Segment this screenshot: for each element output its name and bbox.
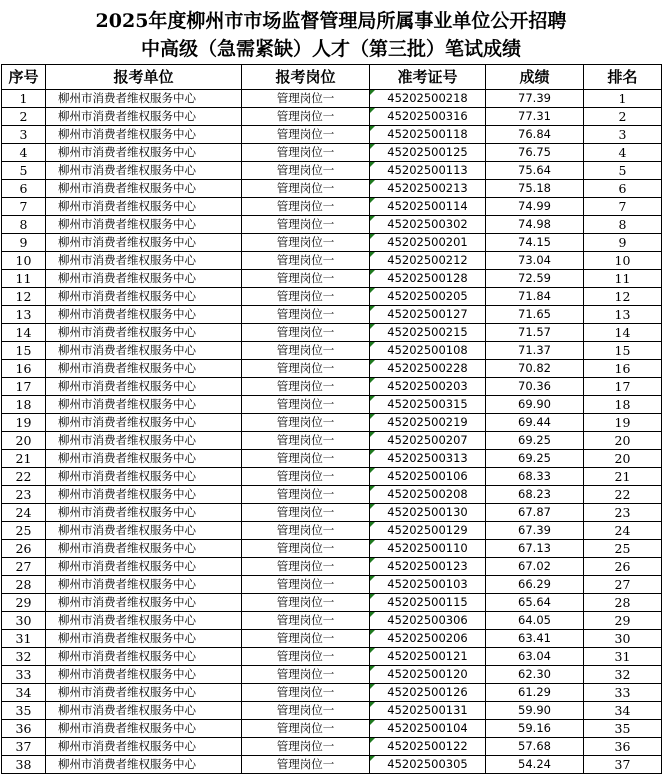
cell-score: 59.16: [486, 720, 584, 738]
cell-post: 管理岗位一: [242, 378, 370, 396]
cell-no: 14: [2, 324, 46, 342]
cell-no: 11: [2, 270, 46, 288]
cell-score: 69.25: [486, 450, 584, 468]
table-row: [2, 720, 662, 738]
cell-no: 33: [2, 666, 46, 684]
cell-rank: 1: [584, 90, 662, 108]
cell-unit: 柳州市消费者维权服务中心: [46, 738, 242, 756]
cell-score: 69.90: [486, 396, 584, 414]
table-row: [2, 414, 662, 432]
table-row: [2, 612, 662, 630]
cell-score: 68.23: [486, 486, 584, 504]
cell-score: 74.98: [486, 216, 584, 234]
cell-exam-id: 45202500115: [370, 594, 486, 612]
cell-post: 管理岗位一: [242, 288, 370, 306]
cell-exam-id: 45202500113: [370, 162, 486, 180]
cell-rank: 12: [584, 288, 662, 306]
cell-no: 24: [2, 504, 46, 522]
cell-exam-id: 45202500122: [370, 738, 486, 756]
cell-post: 管理岗位一: [242, 756, 370, 774]
cell-exam-id: 45202500114: [370, 198, 486, 216]
header-row: [2, 65, 662, 90]
table-row: [2, 180, 662, 198]
cell-score: 71.57: [486, 324, 584, 342]
cell-unit: 柳州市消费者维权服务中心: [46, 414, 242, 432]
cell-unit: 柳州市消费者维权服务中心: [46, 162, 242, 180]
cell-exam-id: 45202500219: [370, 414, 486, 432]
table-row: [2, 450, 662, 468]
cell-rank: 2: [584, 108, 662, 126]
cell-exam-id: 45202500110: [370, 540, 486, 558]
cell-no: 7: [2, 198, 46, 216]
table-row: [2, 306, 662, 324]
cell-rank: 26: [584, 558, 662, 576]
cell-rank: 22: [584, 486, 662, 504]
cell-post: 管理岗位一: [242, 198, 370, 216]
header-rank: 排名: [584, 65, 662, 90]
table-row: [2, 378, 662, 396]
table-row: [2, 648, 662, 666]
cell-unit: 柳州市消费者维权服务中心: [46, 108, 242, 126]
cell-unit: 柳州市消费者维权服务中心: [46, 576, 242, 594]
cell-unit: 柳州市消费者维权服务中心: [46, 666, 242, 684]
cell-post: 管理岗位一: [242, 108, 370, 126]
cell-unit: 柳州市消费者维权服务中心: [46, 144, 242, 162]
cell-no: 36: [2, 720, 46, 738]
cell-exam-id: 45202500203: [370, 378, 486, 396]
cell-score: 61.29: [486, 684, 584, 702]
cell-exam-id: 45202500127: [370, 306, 486, 324]
cell-post: 管理岗位一: [242, 432, 370, 450]
cell-no: 9: [2, 234, 46, 252]
table-row: [2, 162, 662, 180]
cell-score: 66.29: [486, 576, 584, 594]
cell-unit: 柳州市消费者维权服务中心: [46, 612, 242, 630]
cell-unit: 柳州市消费者维权服务中心: [46, 486, 242, 504]
cell-score: 62.30: [486, 666, 584, 684]
table-row: [2, 540, 662, 558]
cell-rank: 35: [584, 720, 662, 738]
cell-unit: 柳州市消费者维权服务中心: [46, 702, 242, 720]
cell-rank: 6: [584, 180, 662, 198]
cell-no: 10: [2, 252, 46, 270]
cell-exam-id: 45202500123: [370, 558, 486, 576]
table-row: [2, 342, 662, 360]
cell-no: 35: [2, 702, 46, 720]
cell-post: 管理岗位一: [242, 90, 370, 108]
cell-unit: 柳州市消费者维权服务中心: [46, 432, 242, 450]
cell-exam-id: 45202500118: [370, 126, 486, 144]
cell-exam-id: 45202500207: [370, 432, 486, 450]
cell-score: 71.65: [486, 306, 584, 324]
cell-score: 69.44: [486, 414, 584, 432]
cell-no: 18: [2, 396, 46, 414]
cell-no: 22: [2, 468, 46, 486]
cell-post: 管理岗位一: [242, 594, 370, 612]
cell-post: 管理岗位一: [242, 702, 370, 720]
cell-unit: 柳州市消费者维权服务中心: [46, 342, 242, 360]
cell-unit: 柳州市消费者维权服务中心: [46, 234, 242, 252]
cell-exam-id: 45202500201: [370, 234, 486, 252]
cell-exam-id: 45202500129: [370, 522, 486, 540]
cell-rank: 37: [584, 756, 662, 774]
cell-no: 3: [2, 126, 46, 144]
table-row: [2, 468, 662, 486]
cell-no: 38: [2, 756, 46, 774]
cell-rank: 4: [584, 144, 662, 162]
cell-unit: 柳州市消费者维权服务中心: [46, 126, 242, 144]
cell-rank: 8: [584, 216, 662, 234]
cell-post: 管理岗位一: [242, 720, 370, 738]
cell-post: 管理岗位一: [242, 504, 370, 522]
cell-exam-id: 45202500302: [370, 216, 486, 234]
cell-post: 管理岗位一: [242, 414, 370, 432]
table-row: [2, 108, 662, 126]
cell-score: 69.25: [486, 432, 584, 450]
cell-exam-id: 45202500316: [370, 108, 486, 126]
cell-exam-id: 45202500125: [370, 144, 486, 162]
cell-score: 70.82: [486, 360, 584, 378]
cell-rank: 27: [584, 576, 662, 594]
cell-score: 70.36: [486, 378, 584, 396]
cell-no: 17: [2, 378, 46, 396]
table-row: [2, 504, 662, 522]
cell-rank: 13: [584, 306, 662, 324]
cell-rank: 32: [584, 666, 662, 684]
cell-unit: 柳州市消费者维权服务中心: [46, 324, 242, 342]
cell-no: 28: [2, 576, 46, 594]
cell-score: 75.64: [486, 162, 584, 180]
header-post: 报考岗位: [242, 65, 370, 90]
cell-unit: 柳州市消费者维权服务中心: [46, 288, 242, 306]
cell-score: 77.39: [486, 90, 584, 108]
table-row: [2, 558, 662, 576]
cell-exam-id: 45202500103: [370, 576, 486, 594]
cell-unit: 柳州市消费者维权服务中心: [46, 684, 242, 702]
cell-no: 32: [2, 648, 46, 666]
cell-no: 26: [2, 540, 46, 558]
cell-score: 76.84: [486, 126, 584, 144]
table-row: [2, 90, 662, 108]
cell-post: 管理岗位一: [242, 630, 370, 648]
cell-unit: 柳州市消费者维权服务中心: [46, 270, 242, 288]
cell-score: 68.33: [486, 468, 584, 486]
cell-no: 37: [2, 738, 46, 756]
cell-post: 管理岗位一: [242, 576, 370, 594]
cell-post: 管理岗位一: [242, 252, 370, 270]
table-row: [2, 756, 662, 774]
cell-post: 管理岗位一: [242, 126, 370, 144]
cell-rank: 31: [584, 648, 662, 666]
cell-rank: 11: [584, 270, 662, 288]
cell-no: 25: [2, 522, 46, 540]
cell-no: 19: [2, 414, 46, 432]
table-row: [2, 630, 662, 648]
cell-no: 5: [2, 162, 46, 180]
table-row: [2, 270, 662, 288]
cell-unit: 柳州市消费者维权服务中心: [46, 756, 242, 774]
cell-score: 76.75: [486, 144, 584, 162]
table-row: [2, 396, 662, 414]
page-title: 2025年度柳州市市场监督管理局所属事业单位公开招聘: [95, 10, 567, 32]
cell-post: 管理岗位一: [242, 666, 370, 684]
cell-exam-id: 45202500205: [370, 288, 486, 306]
cell-score: 75.18: [486, 180, 584, 198]
cell-score: 67.13: [486, 540, 584, 558]
cell-exam-id: 45202500208: [370, 486, 486, 504]
cell-exam-id: 45202500213: [370, 180, 486, 198]
cell-unit: 柳州市消费者维权服务中心: [46, 648, 242, 666]
cell-unit: 柳州市消费者维权服务中心: [46, 306, 242, 324]
cell-exam-id: 45202500121: [370, 648, 486, 666]
cell-post: 管理岗位一: [242, 684, 370, 702]
cell-exam-id: 45202500306: [370, 612, 486, 630]
cell-score: 65.64: [486, 594, 584, 612]
cell-unit: 柳州市消费者维权服务中心: [46, 216, 242, 234]
cell-rank: 23: [584, 504, 662, 522]
cell-no: 8: [2, 216, 46, 234]
cell-post: 管理岗位一: [242, 468, 370, 486]
cell-post: 管理岗位一: [242, 162, 370, 180]
cell-score: 64.05: [486, 612, 584, 630]
cell-exam-id: 45202500313: [370, 450, 486, 468]
cell-rank: 9: [584, 234, 662, 252]
cell-rank: 28: [584, 594, 662, 612]
table-row: [2, 324, 662, 342]
cell-unit: 柳州市消费者维权服务中心: [46, 90, 242, 108]
table-row: [2, 594, 662, 612]
cell-rank: 20: [584, 432, 662, 450]
cell-score: 63.41: [486, 630, 584, 648]
cell-rank: 34: [584, 702, 662, 720]
cell-rank: 24: [584, 522, 662, 540]
table-row: [2, 126, 662, 144]
cell-unit: 柳州市消费者维权服务中心: [46, 396, 242, 414]
results-table: [1, 64, 662, 774]
cell-exam-id: 45202500126: [370, 684, 486, 702]
cell-rank: 15: [584, 342, 662, 360]
table-row: [2, 288, 662, 306]
cell-no: 20: [2, 432, 46, 450]
cell-rank: 14: [584, 324, 662, 342]
cell-unit: 柳州市消费者维权服务中心: [46, 378, 242, 396]
header-score: 成绩: [486, 65, 584, 90]
cell-exam-id: 45202500104: [370, 720, 486, 738]
cell-rank: 18: [584, 396, 662, 414]
cell-unit: 柳州市消费者维权服务中心: [46, 180, 242, 198]
cell-score: 73.04: [486, 252, 584, 270]
cell-post: 管理岗位一: [242, 612, 370, 630]
cell-rank: 16: [584, 360, 662, 378]
cell-exam-id: 45202500212: [370, 252, 486, 270]
cell-score: 57.68: [486, 738, 584, 756]
cell-post: 管理岗位一: [242, 540, 370, 558]
cell-rank: 36: [584, 738, 662, 756]
cell-exam-id: 45202500120: [370, 666, 486, 684]
cell-post: 管理岗位一: [242, 144, 370, 162]
cell-score: 74.99: [486, 198, 584, 216]
table-row: [2, 486, 662, 504]
cell-exam-id: 45202500106: [370, 468, 486, 486]
cell-exam-id: 45202500218: [370, 90, 486, 108]
table-row: [2, 360, 662, 378]
table-row: [2, 576, 662, 594]
table-row: [2, 432, 662, 450]
cell-rank: 33: [584, 684, 662, 702]
cell-no: 13: [2, 306, 46, 324]
cell-post: 管理岗位一: [242, 234, 370, 252]
table-row: [2, 252, 662, 270]
cell-post: 管理岗位一: [242, 216, 370, 234]
cell-post: 管理岗位一: [242, 558, 370, 576]
cell-rank: 20: [584, 450, 662, 468]
cell-unit: 柳州市消费者维权服务中心: [46, 450, 242, 468]
cell-exam-id: 45202500228: [370, 360, 486, 378]
cell-rank: 5: [584, 162, 662, 180]
cell-post: 管理岗位一: [242, 450, 370, 468]
cell-no: 30: [2, 612, 46, 630]
cell-post: 管理岗位一: [242, 324, 370, 342]
table-row: [2, 198, 662, 216]
cell-unit: 柳州市消费者维权服务中心: [46, 720, 242, 738]
cell-unit: 柳州市消费者维权服务中心: [46, 252, 242, 270]
header-no: 序号: [2, 65, 46, 90]
cell-unit: 柳州市消费者维权服务中心: [46, 198, 242, 216]
cell-post: 管理岗位一: [242, 396, 370, 414]
table-row: [2, 216, 662, 234]
cell-score: 67.02: [486, 558, 584, 576]
cell-no: 4: [2, 144, 46, 162]
cell-unit: 柳州市消费者维权服务中心: [46, 630, 242, 648]
cell-exam-id: 45202500215: [370, 324, 486, 342]
header-unit: 报考单位: [46, 65, 242, 90]
cell-post: 管理岗位一: [242, 648, 370, 666]
cell-unit: 柳州市消费者维权服务中心: [46, 468, 242, 486]
cell-rank: 30: [584, 630, 662, 648]
cell-rank: 10: [584, 252, 662, 270]
cell-score: 74.15: [486, 234, 584, 252]
cell-post: 管理岗位一: [242, 522, 370, 540]
cell-score: 67.87: [486, 504, 584, 522]
cell-score: 71.37: [486, 342, 584, 360]
cell-unit: 柳州市消费者维权服务中心: [46, 540, 242, 558]
cell-exam-id: 45202500108: [370, 342, 486, 360]
cell-post: 管理岗位一: [242, 342, 370, 360]
table-row: [2, 522, 662, 540]
cell-score: 71.84: [486, 288, 584, 306]
cell-exam-id: 45202500206: [370, 630, 486, 648]
cell-rank: 7: [584, 198, 662, 216]
table-row: [2, 738, 662, 756]
cell-no: 31: [2, 630, 46, 648]
cell-no: 29: [2, 594, 46, 612]
cell-no: 23: [2, 486, 46, 504]
cell-unit: 柳州市消费者维权服务中心: [46, 504, 242, 522]
cell-no: 16: [2, 360, 46, 378]
cell-no: 15: [2, 342, 46, 360]
cell-no: 2: [2, 108, 46, 126]
cell-rank: 29: [584, 612, 662, 630]
cell-exam-id: 45202500315: [370, 396, 486, 414]
cell-score: 54.24: [486, 756, 584, 774]
cell-score: 77.31: [486, 108, 584, 126]
table-row: [2, 684, 662, 702]
cell-no: 34: [2, 684, 46, 702]
cell-exam-id: 45202500130: [370, 504, 486, 522]
cell-rank: 17: [584, 378, 662, 396]
cell-unit: 柳州市消费者维权服务中心: [46, 558, 242, 576]
cell-no: 1: [2, 90, 46, 108]
table-row: [2, 702, 662, 720]
cell-post: 管理岗位一: [242, 180, 370, 198]
cell-exam-id: 45202500128: [370, 270, 486, 288]
cell-no: 6: [2, 180, 46, 198]
cell-rank: 3: [584, 126, 662, 144]
cell-rank: 21: [584, 468, 662, 486]
cell-no: 12: [2, 288, 46, 306]
cell-exam-id: 45202500131: [370, 702, 486, 720]
cell-post: 管理岗位一: [242, 360, 370, 378]
cell-unit: 柳州市消费者维权服务中心: [46, 522, 242, 540]
cell-exam-id: 45202500305: [370, 756, 486, 774]
table-row: [2, 666, 662, 684]
cell-score: 63.04: [486, 648, 584, 666]
cell-post: 管理岗位一: [242, 738, 370, 756]
cell-score: 59.90: [486, 702, 584, 720]
cell-unit: 柳州市消费者维权服务中心: [46, 594, 242, 612]
cell-score: 72.59: [486, 270, 584, 288]
cell-post: 管理岗位一: [242, 306, 370, 324]
cell-no: 21: [2, 450, 46, 468]
cell-unit: 柳州市消费者维权服务中心: [46, 360, 242, 378]
cell-no: 27: [2, 558, 46, 576]
cell-post: 管理岗位一: [242, 270, 370, 288]
table-row: [2, 234, 662, 252]
cell-score: 67.39: [486, 522, 584, 540]
page-subtitle: 中高级（急需紧缺）人才（第三批）笔试成绩: [140, 38, 521, 60]
cell-post: 管理岗位一: [242, 486, 370, 504]
table-row: [2, 144, 662, 162]
header-id: 准考证号: [370, 65, 486, 90]
cell-rank: 19: [584, 414, 662, 432]
cell-rank: 25: [584, 540, 662, 558]
